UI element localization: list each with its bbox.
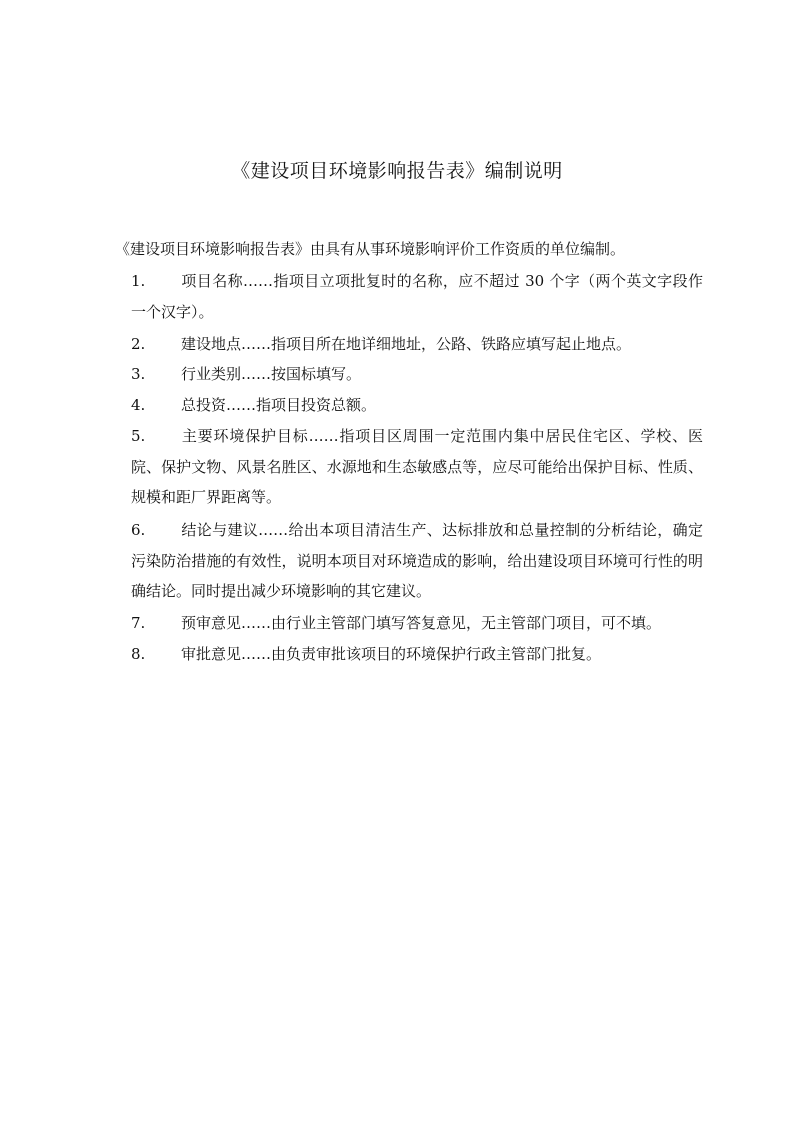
list-item	[131, 391, 703, 419]
instruction-list	[131, 266, 703, 670]
item-text: 结论与建议……给出本项目清洁生产、达标排放和总量控制的分析结论，确定污染防治措施的有效性，说明本项目对环境造成的影响，给出建设项目环境可行性的明确结论。同时提出减少环境影响的其它建议。	[131, 521, 703, 600]
item-text: 主要环境保护目标……指项目区周围一定范围内集中居民住宅区、学校、医院、保护文物、风景名胜区、水源地和生态敏感点等，应尽可能给出保护目标、性质、规模和距厂界距离等。	[131, 427, 703, 506]
item-number: 8.	[131, 644, 146, 663]
list-item	[131, 360, 703, 388]
item-text: 项目名称……指项目立项批复时的名称，应不超过 30 个字（两个英文字段作一个汉字）。	[131, 272, 703, 321]
item-number: 7.	[131, 614, 146, 632]
item-number: 6.	[131, 521, 146, 539]
list-item	[131, 609, 703, 637]
item-number: 4.	[131, 395, 146, 414]
list-item	[131, 330, 703, 358]
item-number: 5.	[131, 427, 146, 445]
item-text: 行业类别……按国标填写。	[181, 365, 362, 383]
list-item	[131, 266, 703, 327]
item-text: 总投资……指项目投资总额。	[181, 395, 377, 414]
intro-paragraph: 《建设项目环境影响报告表》由具有从事环境影响评价工作资质的单位编制。	[115, 240, 626, 258]
page-title: 《建设项目环境影响报告表》编制说明	[231, 160, 563, 182]
item-text: 建设地点……指项目所在地详细地址，公路、铁路应填写起止地点。	[181, 334, 632, 353]
list-item	[131, 640, 703, 668]
item-text: 预审意见……由行业主管部门填写答复意见，无主管部门项目，可不填。	[181, 614, 662, 632]
list-item	[131, 515, 703, 607]
item-number: 2.	[131, 334, 146, 353]
item-text: 审批意见……由负责审批该项目的环境保护行政主管部门批复。	[181, 644, 602, 663]
item-number: 3.	[131, 365, 146, 383]
item-number: 1.	[131, 272, 146, 290]
list-item	[131, 421, 703, 513]
